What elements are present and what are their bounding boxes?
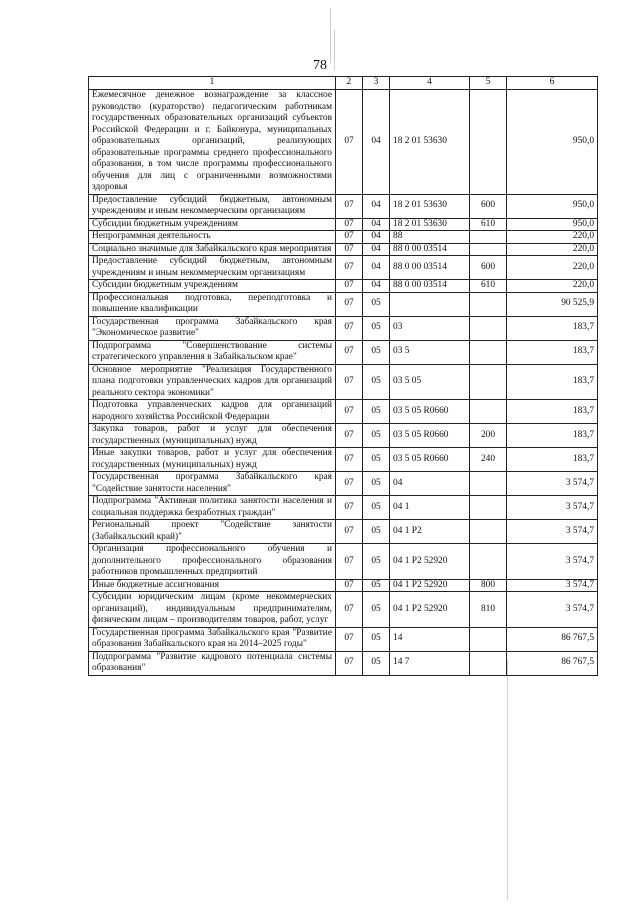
column-header: 5 (470, 77, 507, 90)
amount-cell: 86 767,5 (507, 651, 598, 675)
amount-cell: 3 574,7 (507, 520, 598, 544)
target-article-cell: 14 7 (390, 651, 470, 675)
target-article-cell: 04 1 P2 52920 (390, 592, 470, 628)
table-row (89, 627, 598, 651)
row-name-cell: Субсидии бюджетным учреждениям (89, 218, 336, 231)
expense-type-cell: 810 (470, 592, 507, 628)
chapter-cell: 07 (336, 90, 363, 195)
chapter-cell: 07 (336, 496, 363, 520)
table-row (89, 292, 598, 316)
amount-cell: 950,0 (507, 218, 598, 231)
target-article-cell: 03 5 (390, 340, 470, 364)
page-number: 78 (313, 58, 327, 73)
target-article-cell: 04 1 P2 52920 (390, 544, 470, 580)
row-name-cell: Субсидии юридическим лицам (кроме некоммерческих организаций), индивидуальным предпринимателям, физическим лицам – производителям товаров, работ, услуг (89, 592, 336, 628)
row-name-cell: Иные закупки товаров, работ и услуг для обеспечения государственных (муниципальных) нужд (89, 448, 336, 472)
table-row (89, 256, 598, 280)
amount-cell: 3 574,7 (507, 472, 598, 496)
row-name-cell: Организация профессионального обучения и дополнительного профессионального образования работников промышленных предприятий (89, 544, 336, 580)
chapter-cell: 07 (336, 280, 363, 293)
subchapter-cell: 05 (363, 400, 390, 424)
expense-type-cell (470, 627, 507, 651)
expense-type-cell: 800 (470, 579, 507, 592)
budget-table (88, 76, 598, 676)
table-row (89, 592, 598, 628)
subchapter-cell: 04 (363, 256, 390, 280)
subchapter-cell: 05 (363, 340, 390, 364)
subchapter-cell: 05 (363, 316, 390, 340)
target-article-cell: 04 1 P2 (390, 520, 470, 544)
table-row (89, 90, 598, 195)
row-name-cell: Подготовка управленческих кадров для организаций народного хозяйства Российской Федерации (89, 400, 336, 424)
expense-type-cell (470, 364, 507, 400)
amount-cell: 90 525,9 (507, 292, 598, 316)
expense-type-cell: 600 (470, 194, 507, 218)
subchapter-cell: 04 (363, 231, 390, 244)
row-name-cell: Государственная программа Забайкальского края "Экономическое развитие" (89, 316, 336, 340)
table-row (89, 340, 598, 364)
subchapter-cell: 05 (363, 448, 390, 472)
expense-type-cell: 610 (470, 218, 507, 231)
column-header: 1 (89, 77, 336, 90)
scan-artifact-line (507, 660, 508, 900)
target-article-cell: 14 (390, 627, 470, 651)
expense-type-cell: 240 (470, 448, 507, 472)
table-row (89, 280, 598, 293)
row-name-cell: Государственная программа Забайкальского края "Содействие занятости населения" (89, 472, 336, 496)
row-name-cell: Предоставление субсидий бюджетным, автономным учреждениям и иным некоммерческим организациям (89, 194, 336, 218)
expense-type-cell (470, 472, 507, 496)
subchapter-cell: 05 (363, 496, 390, 520)
row-name-cell: Основное мероприятие "Реализация Государственного плана подготовки управленческих кадров для организаций реального сектора экономики" (89, 364, 336, 400)
target-article-cell: 18 2 01 53630 (390, 194, 470, 218)
target-article-cell: 88 0 00 03514 (390, 256, 470, 280)
subchapter-cell: 05 (363, 592, 390, 628)
chapter-cell: 07 (336, 218, 363, 231)
chapter-cell: 07 (336, 592, 363, 628)
chapter-cell: 07 (336, 316, 363, 340)
column-header: 6 (507, 77, 598, 90)
amount-cell: 220,0 (507, 231, 598, 244)
subchapter-cell: 04 (363, 218, 390, 231)
target-article-cell: 03 5 05 R0660 (390, 424, 470, 448)
target-article-cell: 04 (390, 472, 470, 496)
target-article-cell: 03 (390, 316, 470, 340)
expense-type-cell (470, 544, 507, 580)
target-article-cell (390, 292, 470, 316)
table-row (89, 424, 598, 448)
row-name-cell: Закупка товаров, работ и услуг для обеспечения государственных (муниципальных) нужд (89, 424, 336, 448)
row-name-cell: Подпрограмма "Активная политика занятости населения и социальная поддержка безработных граждан" (89, 496, 336, 520)
table-row (89, 579, 598, 592)
subchapter-cell: 04 (363, 280, 390, 293)
target-article-cell: 18 2 01 53630 (390, 90, 470, 195)
amount-cell: 183,7 (507, 364, 598, 400)
row-name-cell: Региональный проект "Содействие занятости (Забайкальский край)" (89, 520, 336, 544)
expense-type-cell (470, 243, 507, 256)
target-article-cell: 18 2 01 53630 (390, 218, 470, 231)
row-name-cell: Профессиональная подготовка, переподготовка и повышение квалификации (89, 292, 336, 316)
target-article-cell: 88 (390, 231, 470, 244)
table-body (89, 90, 598, 676)
expense-type-cell (470, 90, 507, 195)
table-row (89, 400, 598, 424)
table-row (89, 243, 598, 256)
chapter-cell: 07 (336, 194, 363, 218)
subchapter-cell: 05 (363, 651, 390, 675)
table-row (89, 194, 598, 218)
target-article-cell: 88 0 00 03514 (390, 243, 470, 256)
chapter-cell: 07 (336, 472, 363, 496)
amount-cell: 3 574,7 (507, 579, 598, 592)
row-name-cell: Ежемесячное денежное вознаграждение за классное руководство (кураторство) педагогическим работникам государственных образовательных организаций субъектов Российской Федерации и г. Байконура, муниципальных образовательных организаций, реализующих образовательные программы среднего профессионального образования, в том числе программы профессионального обучения для лиц с ограниченными возможностями здоровья (89, 90, 336, 195)
amount-cell: 950,0 (507, 194, 598, 218)
target-article-cell: 03 5 05 R0660 (390, 400, 470, 424)
row-name-cell: Субсидии бюджетным учреждениям (89, 280, 336, 293)
expense-type-cell: 610 (470, 280, 507, 293)
table-row (89, 231, 598, 244)
chapter-cell: 07 (336, 292, 363, 316)
table-row (89, 218, 598, 231)
subchapter-cell: 05 (363, 520, 390, 544)
chapter-cell: 07 (336, 364, 363, 400)
column-header: 4 (390, 77, 470, 90)
chapter-cell: 07 (336, 231, 363, 244)
amount-cell: 183,7 (507, 316, 598, 340)
row-name-cell: Предоставление субсидий бюджетным, автономным учреждениям и иным некоммерческим организациям (89, 256, 336, 280)
subchapter-cell: 04 (363, 90, 390, 195)
table-row (89, 544, 598, 580)
amount-cell: 183,7 (507, 424, 598, 448)
amount-cell: 3 574,7 (507, 592, 598, 628)
amount-cell: 220,0 (507, 280, 598, 293)
chapter-cell: 07 (336, 520, 363, 544)
row-name-cell: Иные бюджетные ассигнования (89, 579, 336, 592)
subchapter-cell: 05 (363, 292, 390, 316)
table-row (89, 316, 598, 340)
table-row (89, 364, 598, 400)
table-row (89, 472, 598, 496)
expense-type-cell (470, 231, 507, 244)
subchapter-cell: 04 (363, 243, 390, 256)
table-row (89, 520, 598, 544)
chapter-cell: 07 (336, 340, 363, 364)
target-article-cell: 04 1 P2 52920 (390, 579, 470, 592)
expense-type-cell: 200 (470, 424, 507, 448)
table-row (89, 651, 598, 675)
target-article-cell: 04 1 (390, 496, 470, 520)
chapter-cell: 07 (336, 579, 363, 592)
chapter-cell: 07 (336, 448, 363, 472)
column-header: 3 (363, 77, 390, 90)
chapter-cell: 07 (336, 651, 363, 675)
amount-cell: 183,7 (507, 340, 598, 364)
chapter-cell: 07 (336, 400, 363, 424)
target-article-cell: 88 0 00 03514 (390, 280, 470, 293)
subchapter-cell: 05 (363, 627, 390, 651)
row-name-cell: Государственная программа Забайкальского края "Развитие образования Забайкальского края на 2014–2025 годы" (89, 627, 336, 651)
chapter-cell: 07 (336, 256, 363, 280)
expense-type-cell (470, 496, 507, 520)
expense-type-cell (470, 316, 507, 340)
expense-type-cell (470, 400, 507, 424)
expense-type-cell (470, 651, 507, 675)
amount-cell: 86 767,5 (507, 627, 598, 651)
chapter-cell: 07 (336, 544, 363, 580)
subchapter-cell: 05 (363, 544, 390, 580)
chapter-cell: 07 (336, 243, 363, 256)
chapter-cell: 07 (336, 627, 363, 651)
row-name-cell: Социально значимые для Забайкальского края мероприятия (89, 243, 336, 256)
chapter-cell: 07 (336, 424, 363, 448)
subchapter-cell: 05 (363, 424, 390, 448)
target-article-cell: 03 5 05 R0660 (390, 448, 470, 472)
column-header: 2 (336, 77, 363, 90)
subchapter-cell: 05 (363, 364, 390, 400)
table-row (89, 448, 598, 472)
amount-cell: 183,7 (507, 448, 598, 472)
subchapter-cell: 05 (363, 579, 390, 592)
row-name-cell: Непрограммная деятельность (89, 231, 336, 244)
scan-artifact-line (330, 8, 331, 63)
amount-cell: 3 574,7 (507, 544, 598, 580)
amount-cell: 183,7 (507, 400, 598, 424)
table-header (89, 77, 598, 90)
amount-cell: 3 574,7 (507, 496, 598, 520)
expense-type-cell: 600 (470, 256, 507, 280)
subchapter-cell: 04 (363, 194, 390, 218)
row-name-cell: Подпрограмма "Развитие кадрового потенциала системы образования" (89, 651, 336, 675)
expense-type-cell (470, 292, 507, 316)
target-article-cell: 03 5 05 (390, 364, 470, 400)
subchapter-cell: 05 (363, 472, 390, 496)
expense-type-cell (470, 520, 507, 544)
amount-cell: 950,0 (507, 90, 598, 195)
table-row (89, 496, 598, 520)
expense-type-cell (470, 340, 507, 364)
row-name-cell: Подпрограмма "Совершенствование системы стратегического управления в Забайкальском крае" (89, 340, 336, 364)
amount-cell: 220,0 (507, 256, 598, 280)
amount-cell: 220,0 (507, 243, 598, 256)
